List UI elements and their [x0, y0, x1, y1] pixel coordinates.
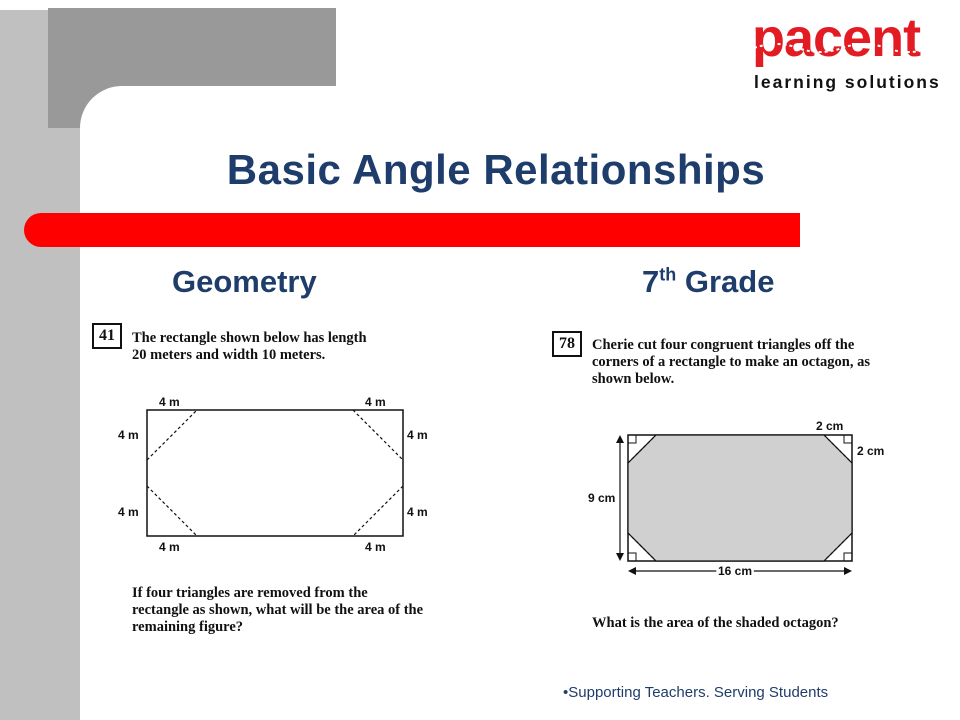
- grade-heading: 7th Grade: [642, 264, 775, 299]
- width-arrow-left: [628, 567, 636, 575]
- corner-mark-tr: [844, 435, 852, 443]
- height-arrow-down: [616, 553, 624, 561]
- label-top-right: 4 m: [365, 395, 386, 409]
- problem-41-intro: [132, 330, 367, 364]
- label-left-lower: 4 m: [118, 505, 139, 519]
- problem-78-intro-line3: shown below.: [592, 371, 675, 387]
- problem-41-figure: [100, 388, 450, 560]
- label-right-upper: 4 m: [407, 428, 428, 442]
- problem-78-intro-line1: Cherie cut four congruent triangles off the: [592, 337, 855, 353]
- problem-41-question-line2: rectangle as shown, what will be the area of the: [132, 602, 424, 618]
- problem-78-figure: [585, 415, 900, 580]
- label-bottom-right: 4 m: [365, 540, 386, 554]
- svg-text:pacent: pacent: [752, 8, 921, 68]
- title-underline-bar: [24, 213, 800, 247]
- problem-78-intro: [592, 337, 870, 388]
- label-top-left: 4 m: [159, 395, 180, 409]
- cut-top-left: [147, 410, 197, 460]
- label-bottom-left: 4 m: [159, 540, 180, 554]
- svg-text:learning solutions: learning solutions: [754, 72, 941, 92]
- footer-tagline: •Supporting Teachers. Serving Students: [563, 684, 829, 701]
- cut-bottom-right: [353, 486, 403, 536]
- problem-41-question: [132, 585, 423, 636]
- label-right-lower: 4 m: [407, 505, 428, 519]
- corner-mark-tl: [628, 435, 636, 443]
- cut-bottom-left: [147, 486, 197, 536]
- slide-title: Basic Angle Relationships: [226, 146, 766, 193]
- problem-78-question: What is the area of the shaded octagon?: [592, 615, 839, 631]
- problem-41-question-line1: If four triangles are removed from the: [132, 585, 368, 601]
- problem-41-intro-line2: 20 meters and width 10 meters.: [132, 347, 326, 363]
- corner-mark-bl: [628, 553, 636, 561]
- problem-41-question-line3: remaining figure?: [132, 619, 244, 635]
- geometry-heading: Geometry: [172, 264, 317, 299]
- label-height: 9 cm: [588, 491, 616, 505]
- problem-41-number: 41: [92, 323, 122, 349]
- shaded-octagon: [628, 435, 852, 561]
- label-width: 16 cm: [718, 564, 753, 578]
- label-left-upper: 4 m: [118, 428, 139, 442]
- rectangle: [147, 410, 403, 536]
- width-arrow-right: [844, 567, 852, 575]
- label-corner-side: 2 cm: [857, 444, 885, 458]
- pacent-logo: [746, 4, 956, 96]
- problem-41-intro-line1: The rectangle shown below has length: [132, 330, 367, 346]
- label-corner-top: 2 cm: [816, 419, 844, 433]
- corner-mark-br: [844, 553, 852, 561]
- problem-78-number: 78: [552, 331, 582, 357]
- height-arrow-up: [616, 435, 624, 443]
- cut-top-right: [353, 410, 403, 460]
- problem-78-intro-line2: corners of a rectangle to make an octagon, as: [592, 354, 870, 370]
